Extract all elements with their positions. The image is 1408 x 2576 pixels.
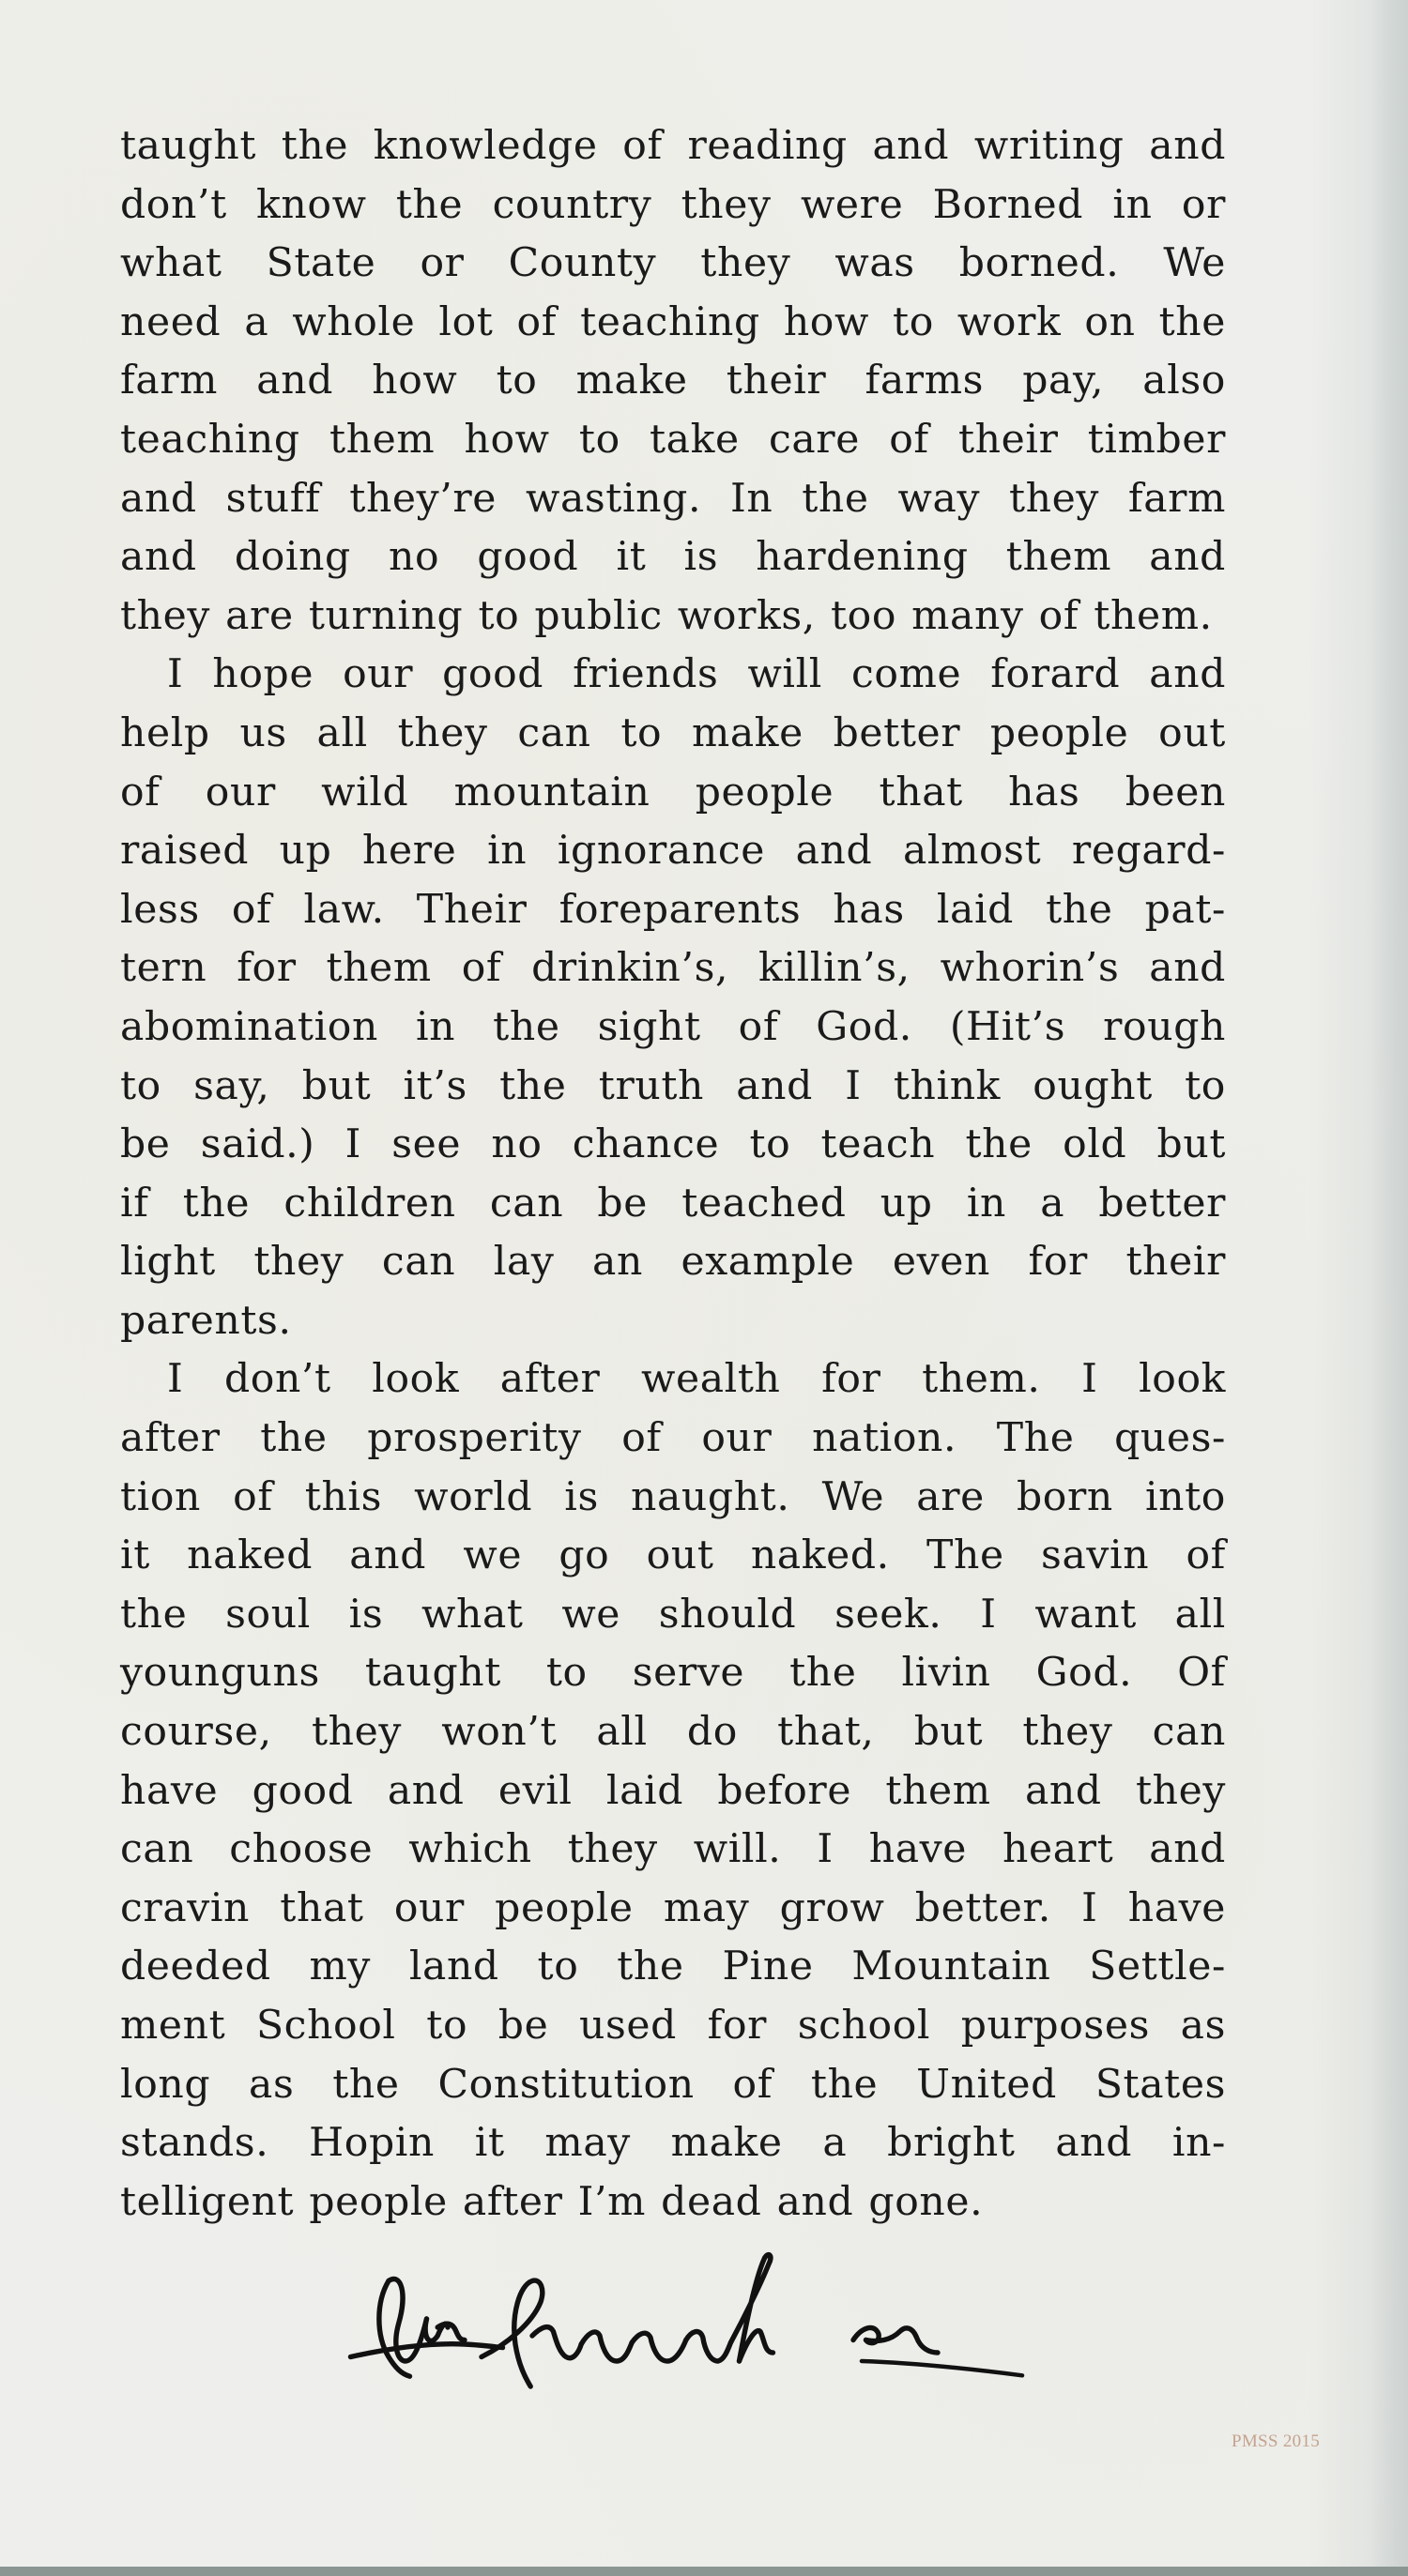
text-line: abomination in the sight of God. (Hit’s rough [120,1003,1226,1050]
text-line: taught the knowledge of reading and writing and [120,123,1226,169]
text-line: of our wild mountain people that has been [120,769,1226,815]
paragraph-2 [120,646,1226,1350]
text-line: and stuff they’re wasting. In the way they farm [120,475,1226,522]
text-line: can choose which they will. I have heart and [120,1826,1226,1873]
text-line: the soul is what we should seek. I want all [120,1591,1226,1638]
paragraph-1 [120,117,1226,646]
text-line: tion of this world is naught. We are born into [120,1473,1226,1520]
text-line: teaching them how to take care of their timber [120,416,1226,463]
text-line: course, they won’t all do that, but they can [120,1709,1226,1756]
text-line: to say, but it’s the truth and I think ought to [120,1062,1226,1109]
text-line: they are turning to public works, too many of them. [120,592,1213,639]
text-line: what State or County they was borned. We [120,240,1226,287]
text-line: telligent people after I’m dead and gone. [120,2178,984,2225]
text-line: less of law. Their foreparents has laid the pat- [120,886,1226,933]
archive-stamp: PMSS 2015 [1232,2431,1321,2451]
text-line: raised up here in ignorance and almost regard- [120,828,1226,875]
text-line: after the prosperity of our nation. The ques- [120,1415,1226,1462]
text-line: farm and how to make their farms pay, also [120,358,1226,404]
text-line: younguns taught to serve the livin God. Of [120,1650,1226,1697]
text-line: ment School to be used for school purposes as [120,2003,1226,2049]
page-edge-shadow [1370,0,1408,2567]
text-line: and doing no good it is hardening them and [120,534,1226,581]
paragraph-3 [120,1350,1226,2232]
text-line: it naked and we go out naked. The savin of [120,1532,1226,1579]
text-line: don’t know the country they were Borned in or [120,181,1226,228]
text-line: if the children can be teached up in a better [120,1180,1226,1227]
text-line: parents. [120,1297,292,1344]
text-line: cravin that our people may grow better. I have [120,1884,1226,1931]
text-line: stands. Hopin it may make a bright and in- [120,2120,1226,2167]
signature-strokes [300,2243,1220,2412]
text-line: deeded my land to the Pine Mountain Settle- [120,1943,1226,1990]
text-line: I don’t look after wealth for them. I look [167,1356,1226,1403]
text-line: tern for them of drinkin’s, killin’s, whorin’s and [120,945,1226,992]
scanner-bed-edge [0,2567,1408,2576]
handwritten-signature [300,2243,1220,2412]
text-line: have good and evil laid before them and they [120,1767,1226,1814]
text-line: long as the Constitution of the United States [120,2061,1226,2108]
text-line: be said.) I see no chance to teach the old but [120,1121,1226,1168]
text-line: help us all they can to make better people out [120,709,1226,756]
letter-body [120,117,1226,2232]
text-line: I hope our good friends will come forard and [167,651,1226,698]
text-line: light they can lay an example even for their [120,1239,1226,1286]
text-line: need a whole lot of teaching how to work on the [120,298,1226,345]
